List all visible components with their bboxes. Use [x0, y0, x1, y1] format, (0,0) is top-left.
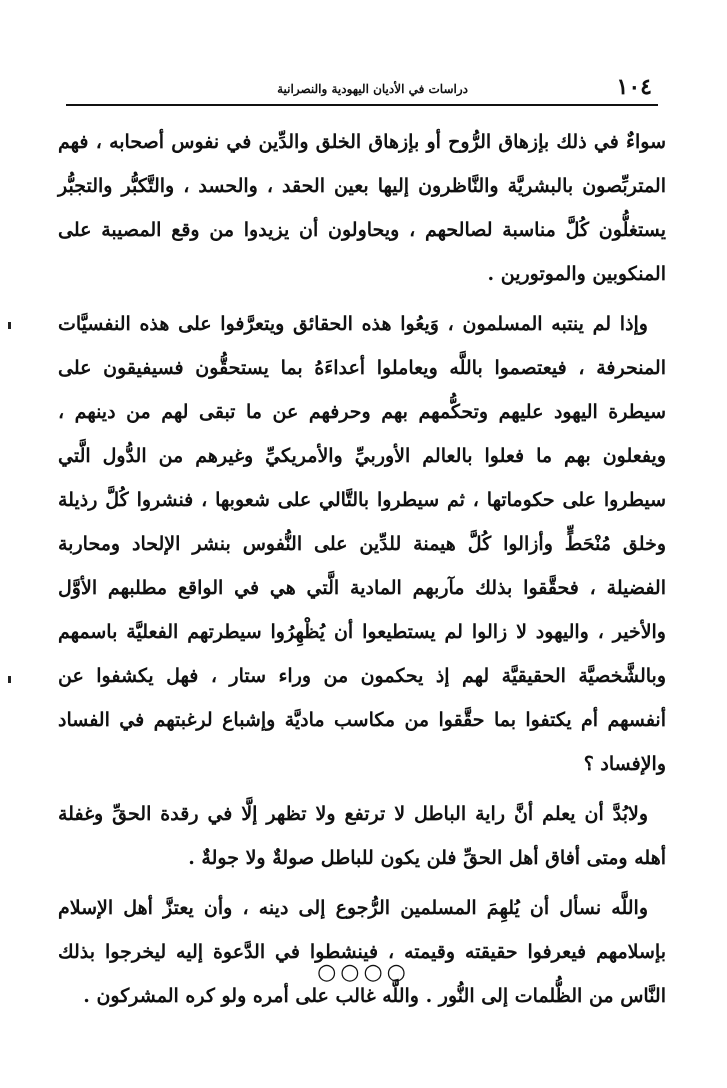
- page-number: ١٠٤: [616, 74, 652, 100]
- paragraph-2: وإذا لم ينتبه المسلمون ، وَيعُوا هذه الحقائق ويتعرَّفوا على هذه النفسيَّات المنحرفة ، فيعتصموا باللَّه ويعاملوا أعداءَهُ بما يستحقُّون فسيفيقون على سيطرة اليهود عليهم وتحكُّمهم بهم وحرفهم عن ما تبقى لهم من دينهم ، ويفعلون بهم ما فعلوا بالعالم الأوربيِّ والأمريكيِّ وغيرهم من الدُّول الَّتي سيطروا على حكوماتها ، ثم سيطروا بالتَّالي على شعوبها ، فنشروا كُلَّ رذيلة وخلق مُنْحَطٍّ وأزالوا كُلَّ هيمنة للدِّين على النُّفوس بنشر الإلحاد ومحاربة الفضيلة ، فحقَّقوا بذلك مآربهم المادية الَّتي هي في الواقع مطلبهم الأوَّل والأخير ، واليهود لا زالوا لم يستطيعوا أن يُظْهِرُوا سيطرتهم الفعليَّة باسمهم وبالشَّخصيَّة الحقيقيَّة لهم إذ يحكمون من وراء ستار ، فهل يكشفوا عن أنفسهم أم يكتفوا بما حقَّقوا من مكاسب ماديَّة وإشباع لرغبتهم في الفساد والإفساد ؟: [58, 313, 666, 775]
- margin-speck: [8, 676, 11, 683]
- paragraph-3: ولابُدَّ أن يعلم أنَّ راية الباطل لا ترتفع ولا تظهر إلَّا في رقدة الحقِّ وغفلة أهله ومتى أفاق أهل الحقِّ فلن يكون للباطل صولةٌ ولا جولةٌ .: [58, 803, 666, 869]
- paragraph-1: سواءٌ في ذلك بإزهاق الرُّوح أو بإزهاق الخلق والدِّين في نفوس أصحابه ، فهم المتربِّصون بالبشريَّة والنَّاظرون إليها بعين الحقد ، والحسد ، والتَّكبُّر والتجبُّر يستغلُّون كُلَّ مناسبة لصالحهم ، ويحاولون أن يزيدوا من وقع المصيبة على المنكوبين والموتورين .: [58, 131, 666, 285]
- body-text: [58, 120, 666, 1024]
- paragraph-4: واللَّه نسأل أن يُلهِمَ المسلمين الرُّجوع إلى دينه ، وأن يعتزَّ أهل الإسلام بإسلامهم فيعرفوا حقيقته وقيمته ، فينشطوا في الدَّعوة إليه ليخرجوا بذلك النَّاس من الظُّلمات إلى النُّور . واللَّه غالب على أمره ولو كره المشركون .: [58, 897, 666, 1007]
- margin-speck: [8, 322, 11, 329]
- running-title: دراسات في الأديان اليهودية والنصرانية: [277, 82, 468, 96]
- page-header: [66, 74, 658, 104]
- end-ornament: ○○○○: [317, 960, 410, 985]
- header-divider: [66, 104, 658, 106]
